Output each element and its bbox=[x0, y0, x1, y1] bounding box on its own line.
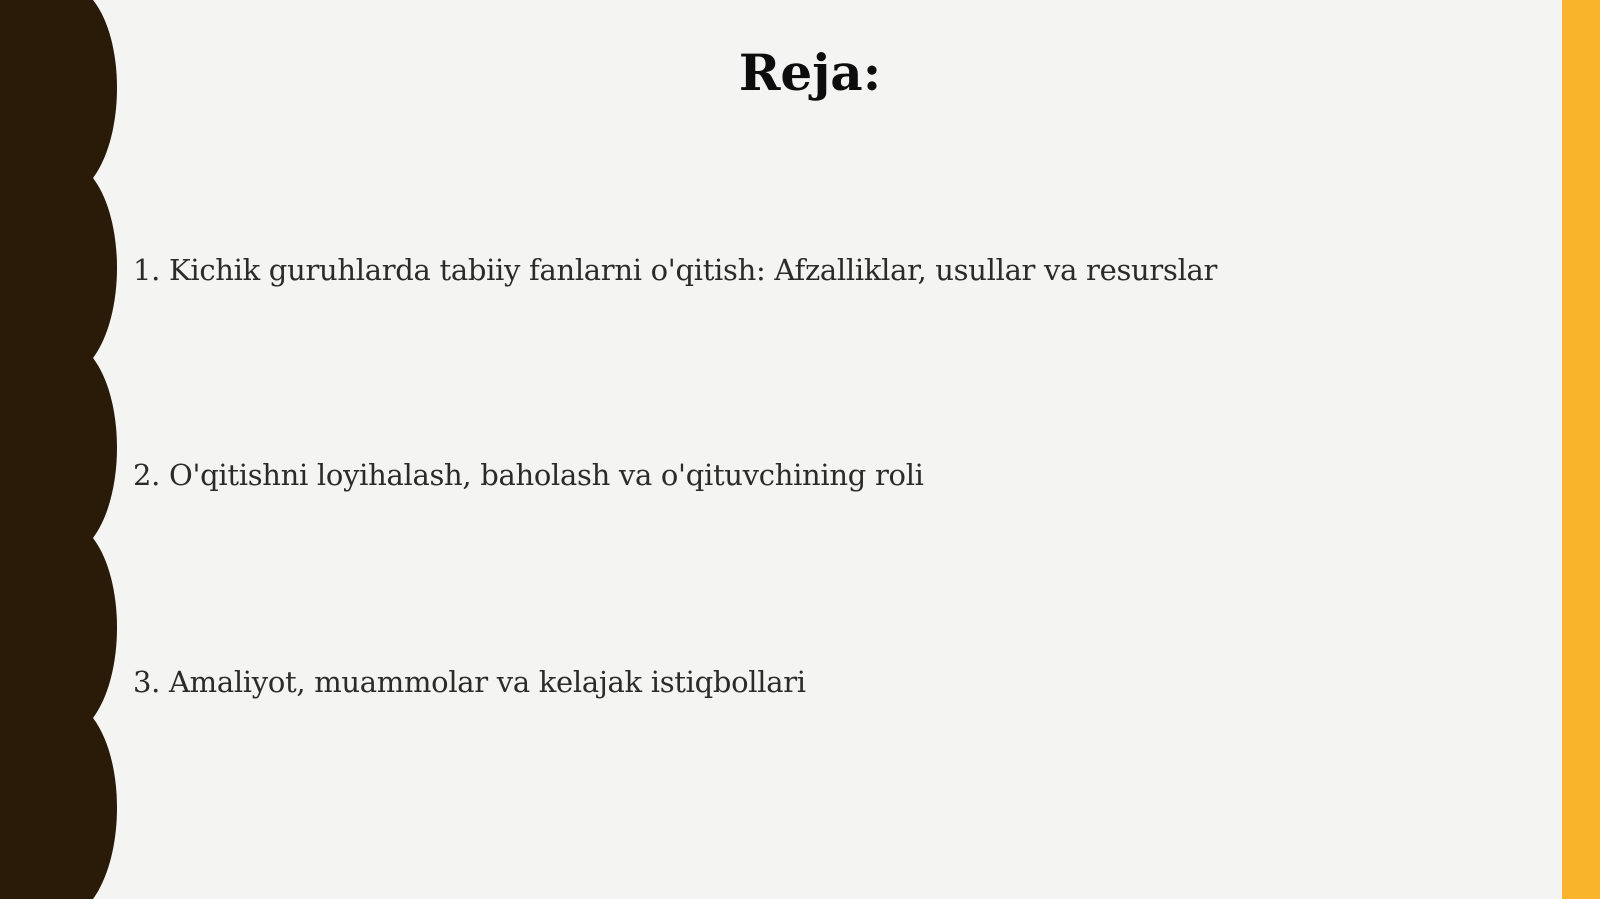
left-wave-band bbox=[0, 0, 120, 899]
agenda-item: 2. O'qitishni loyihalash, baholash va o'qituvchining roli bbox=[133, 458, 924, 492]
slide-title: Reja: bbox=[738, 43, 882, 102]
agenda-item: 3. Amaliyot, muammolar va kelajak istiqbollari bbox=[133, 665, 806, 699]
right-accent-bar bbox=[1562, 0, 1600, 899]
wave-shape bbox=[0, 0, 117, 899]
agenda-item: 1. Kichik guruhlarda tabiiy fanlarni o'qitish: Afzalliklar, usullar va resurslar bbox=[133, 253, 1218, 287]
